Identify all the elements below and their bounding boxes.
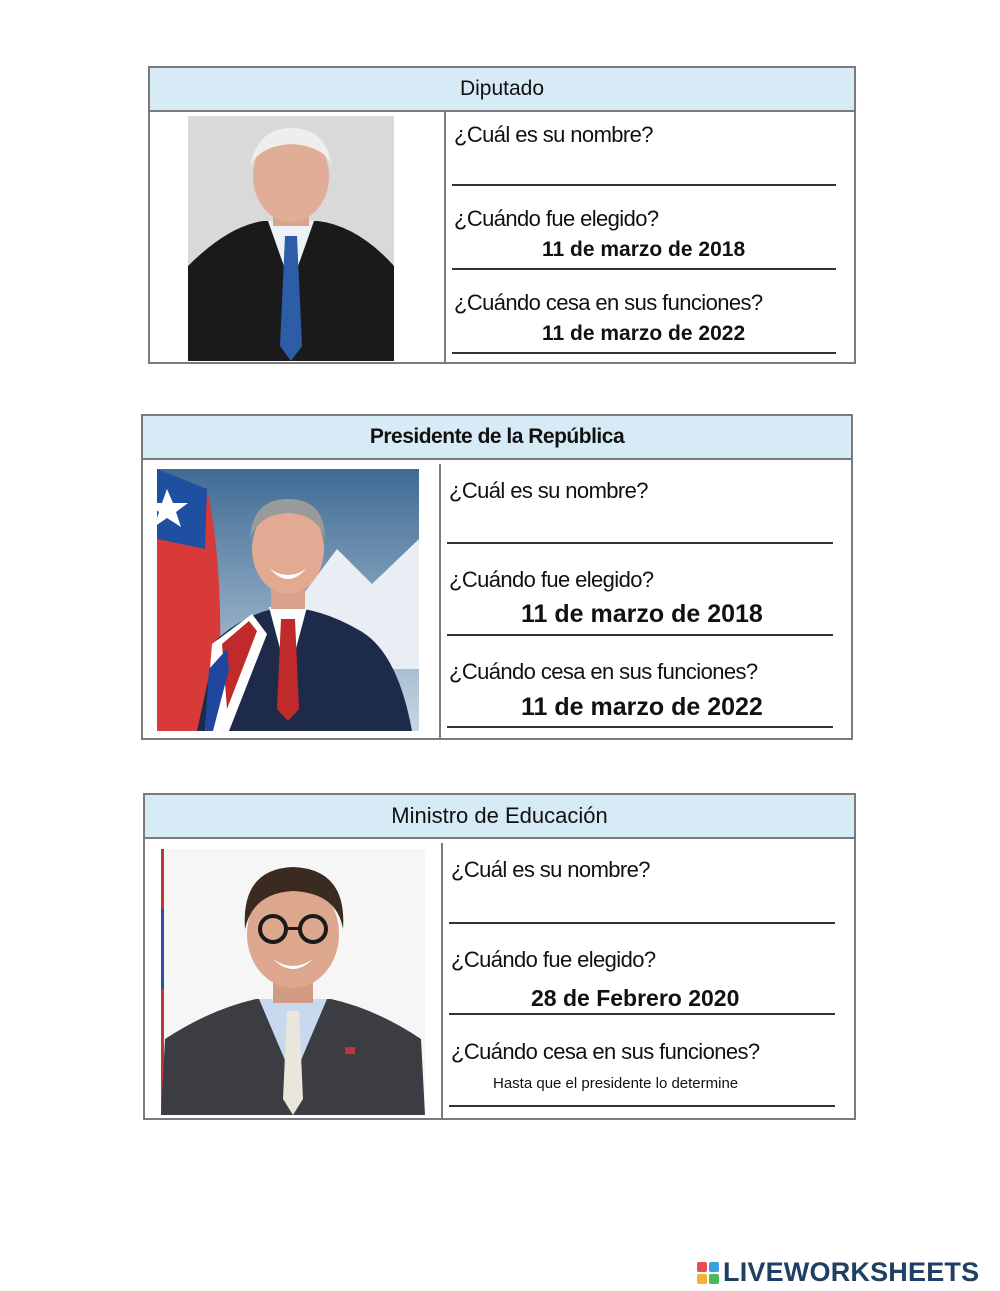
answer-line-elected bbox=[449, 1013, 835, 1015]
answer-line-term-end bbox=[452, 352, 836, 354]
answer-line-name bbox=[452, 184, 836, 186]
question-term-end: ¿Cuándo cesa en sus funciones? bbox=[451, 1039, 760, 1064]
card-ministro bbox=[143, 793, 856, 1120]
card-title: Ministro de Educación bbox=[145, 795, 854, 839]
answer-elected: 28 de Febrero 2020 bbox=[531, 985, 740, 1011]
liveworksheets-logo bbox=[697, 1257, 979, 1288]
question-name: ¿Cuál es su nombre? bbox=[449, 478, 648, 503]
brand-name: LIVEWORKSHEETS bbox=[723, 1257, 980, 1287]
answer-term-end: 11 de marzo de 2022 bbox=[521, 693, 763, 721]
question-term-end: ¿Cuándo cesa en sus funciones? bbox=[454, 290, 763, 315]
brand-logo-icon bbox=[697, 1262, 719, 1284]
presidente-portrait bbox=[157, 469, 419, 731]
ministro-portrait bbox=[161, 849, 425, 1115]
photo-column bbox=[150, 112, 446, 362]
answer-line-elected bbox=[447, 634, 833, 636]
answer-line-name bbox=[449, 922, 835, 924]
answer-line-name bbox=[447, 542, 833, 544]
photo-column bbox=[145, 843, 443, 1118]
card-presidente bbox=[141, 414, 853, 740]
answer-term-end: 11 de marzo de 2022 bbox=[542, 322, 746, 345]
question-elected: ¿Cuándo fue elegido? bbox=[449, 567, 654, 592]
answer-line-term-end bbox=[447, 726, 833, 728]
question-term-end: ¿Cuándo cesa en sus funciones? bbox=[449, 659, 758, 684]
answer-line-term-end bbox=[449, 1105, 835, 1107]
answer-elected: 11 de marzo de 2018 bbox=[521, 600, 763, 628]
question-column bbox=[441, 464, 851, 738]
photo-column bbox=[143, 464, 441, 738]
answer-term-end: Hasta que el presidente lo determine bbox=[493, 1075, 739, 1092]
card-title: Presidente de la República bbox=[143, 416, 851, 460]
card-title: Diputado bbox=[150, 68, 854, 112]
question-name: ¿Cuál es su nombre? bbox=[451, 857, 650, 882]
question-name: ¿Cuál es su nombre? bbox=[454, 122, 653, 147]
diputado-portrait bbox=[188, 116, 394, 361]
question-elected: ¿Cuándo fue elegido? bbox=[454, 206, 659, 231]
question-column bbox=[443, 843, 854, 1118]
question-column bbox=[446, 112, 854, 362]
answer-elected: 11 de marzo de 2018 bbox=[542, 238, 746, 261]
card-diputado bbox=[148, 66, 856, 364]
answer-line-elected bbox=[452, 268, 836, 270]
question-elected: ¿Cuándo fue elegido? bbox=[451, 947, 656, 972]
